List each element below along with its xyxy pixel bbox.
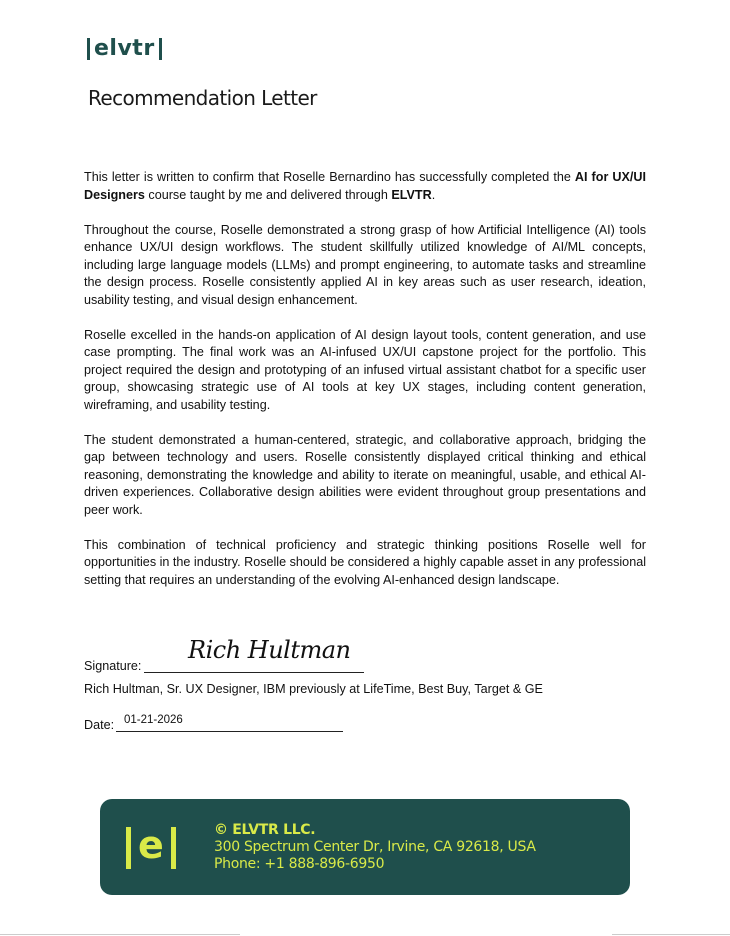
footer-company: © ELVTR LLC. (214, 822, 316, 838)
letter-body (84, 169, 646, 607)
date-label: Date: (84, 718, 115, 732)
logo-bar-right (159, 38, 162, 60)
signature-line (144, 672, 364, 673)
footer-phone: Phone: +1 888-896-6950 (214, 856, 385, 872)
paragraph-capstone: Roselle excelled in the hands-on application of AI design layout tools, content generation, and use case prompting. The final work was an AI-infused UX/UI capstone project for the portfolio. This project required the design and prototyping of an infused virtual assistant chatbot for a specific user group, showcasing strategic use of AI tools at key UX stages, including content generation, wireframing, and usability testing. (84, 327, 646, 412)
footer-logo-letter: e (138, 823, 164, 867)
paragraph-approach: The student demonstrated a human-centered, strategic, and collaborative approach, bridging the gap between technology and users. Roselle consistently displayed critical thinking and ethical reasoning, demonstrating the knowledge and ability to iterate on meaningful, usable, and ethical AI-driven experiences. Collaborative design abilities were evident throughout group presentations and peer work. (84, 432, 646, 517)
page-edge-divider-right (612, 934, 730, 935)
footer-banner (100, 799, 630, 895)
page-edge-divider-left (0, 934, 240, 935)
signer-details: Rich Hultman, Sr. UX Designer, IBM previously at LifeTime, Best Buy, Target & GE (84, 682, 543, 696)
footer-logo (126, 823, 176, 870)
footer-address: 300 Spectrum Center Dr, Irvine, CA 92618, USA (214, 839, 536, 855)
footer-contact (214, 822, 536, 873)
page-title: Recommendation Letter (88, 86, 317, 110)
paragraph-intro: This letter is written to confirm that Roselle Bernardino has successfully completed the AI for UX/UI Designers course taught by me and delivered through ELVTR. (84, 170, 646, 202)
paragraph-course-skills: Throughout the course, Roselle demonstrated a strong grasp of how Artificial Intelligence (AI) tools enhance UX/UI design workflows. The student skillfully utilized knowledge of AI/ML concepts, including large language models (LLMs) and prompt engineering, to automate tasks and streamline the design process. Roselle consistently applied AI in key areas such as user research, ideation, usability testing, and visual design enhancement. (84, 222, 646, 307)
elvtr-logo (87, 38, 162, 60)
paragraph-conclusion: This combination of technical proficiency and strategic thinking positions Roselle well for opportunities in the industry. Roselle should be considered a highly capable asset in any professional setting that requires an understanding of the evolving AI-enhanced design landscape. (84, 537, 646, 587)
signature-script: Rich Hultman (188, 636, 351, 664)
date-value: 01-21-2026 (124, 714, 183, 726)
footer-logo-bar-right (171, 827, 176, 869)
logo-word: elvtr (94, 36, 155, 61)
signature-label: Signature: (84, 659, 142, 673)
date-line (116, 731, 343, 732)
